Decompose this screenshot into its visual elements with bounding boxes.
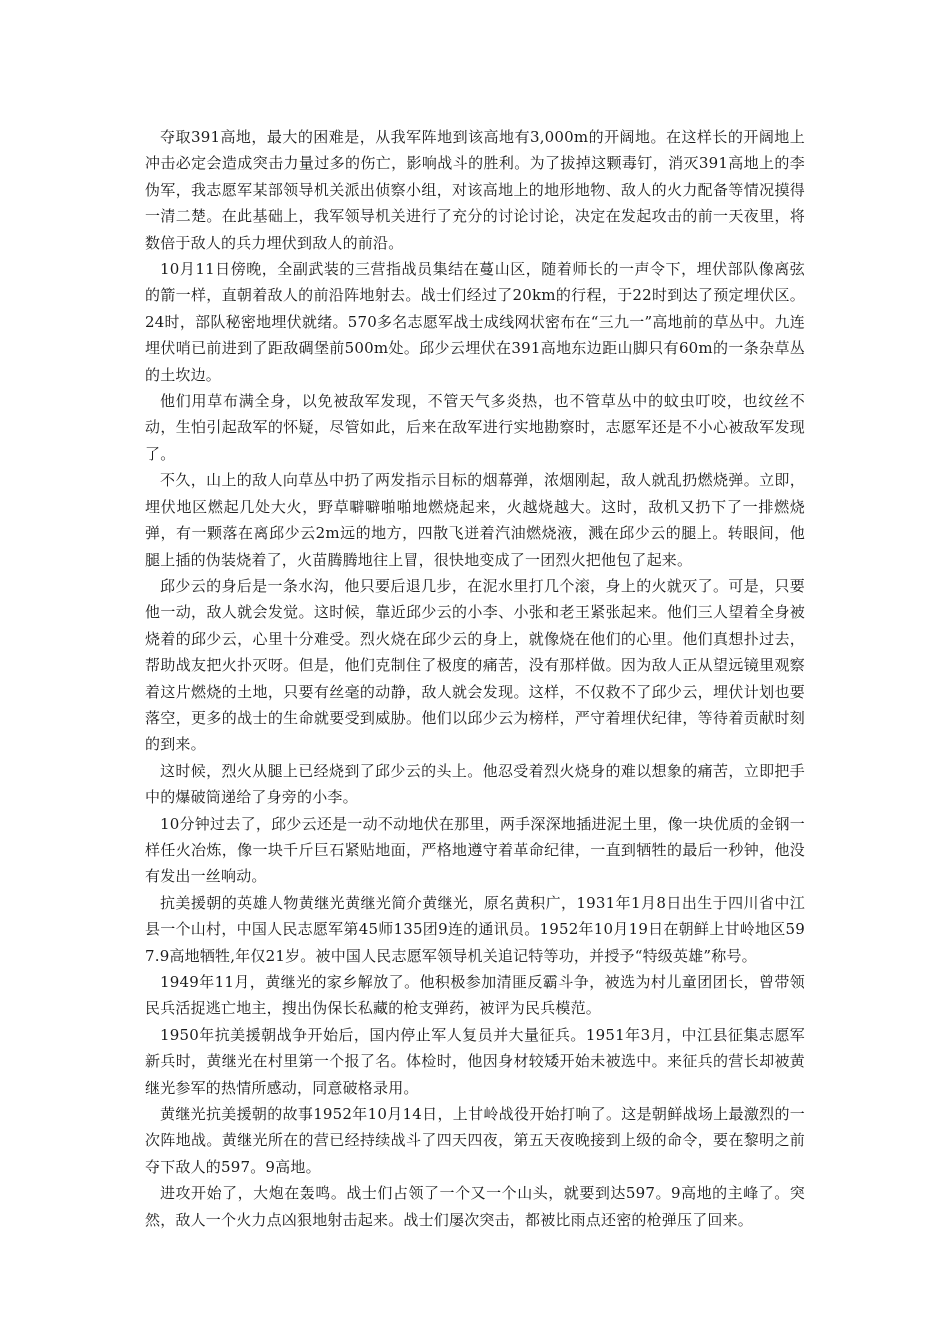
paragraph-2: 10月11日傍晚，全副武装的三营指战员集结在蔓山区，随着师长的一声令下，埋伏部队像离弦的箭一样，直朝着敌人的前沿阵地射去。战士们经过了20km的行程，于22时到达了预定埋伏区。24时，部队秘密地埋伏就绪。570多名志愿军战士成线网状密布在“三九一”高地前的草丛中。九连埋伏哨已前进到了距敌碉堡前500m处。邱少云埋伏在391高地东边距山脚只有60m的一条杂草丛的土坎边。 — [145, 260, 805, 384]
paragraph-9: 1949年11月，黄继光的家乡解放了。他积极参加清匪反霸斗争，被选为村儿童团团长，曾带领民兵活捉逃亡地主，搜出伪保长私藏的枪支弹药，被评为民兵模范。 — [145, 973, 805, 1018]
paragraph-1: 夺取391高地，最大的困难是，从我军阵地到该高地有3,000m的开阔地。在这样长的开阔地上冲击必定会造成突击力量过多的伤亡，影响战斗的胜利。为了拔掉这颗毒钉，消灭391高地上的李伪军，我志愿军某部领导机关派出侦察小组，对该高地上的地形地物、敌人的火力配备等情况摸得一清二楚。在此基础上，我军领导机关进行了充分的讨论讨论，决定在发起攻击的前一天夜里，将数倍于敌人的兵力埋伏到敌人的前沿。 — [145, 128, 805, 252]
paragraph-3: 他们用草布满全身，以免被敌军发现，不管天气多炎热，也不管草丛中的蚊虫叮咬，也纹丝不动，生怕引起敌军的怀疑，尽管如此，后来在敌军进行实地勘察时，志愿军还是不小心被敌军发现了。 — [145, 392, 805, 463]
paragraph-8: 抗美援朝的英雄人物黄继光黄继光简介黄继光，原名黄积广，1931年1月8日出生于四川省中江县一个山村，中国人民志愿军第45师135团9连的通讯员。1952年10月19日在朝鲜上甘岭地区597.9高地牺牲,年仅21岁。被中国人民志愿军领导机关追记特等功，并授予“特级英雄”称号。 — [145, 893, 805, 965]
paragraph-12: 进攻开始了，大炮在轰鸣。战士们占领了一个又一个山头，就要到达597。9高地的主峰了。突然，敌人一个火力点凶狠地射击起来。战士们屡次突击，都被比雨点还密的枪弹压了回来。 — [145, 1184, 805, 1229]
paragraph-11: 黄继光抗美援朝的故事1952年10月14日，上甘岭战役开始打响了。这是朝鲜战场上最激烈的一次阵地战。黄继光所在的营已经持续战斗了四天四夜，第五天夜晚接到上级的命令，要在黎明之前夺下敌人的597。9高地。 — [145, 1105, 805, 1176]
paragraph-4: 不久，山上的敌人向草丛中扔了两发指示目标的烟幕弹，浓烟刚起，敌人就乱扔燃烧弹。立即，埋伏地区燃起几处大火，野草噼噼啪啪地燃烧起来，火越烧越大。这时，敌机又扔下了一排燃烧弹，有一颗落在离邱少云2m远的地方，四散飞迸着汽油燃烧液，溅在邱少云的腿上。转眼间，他腿上插的伪装烧着了，火苗腾腾地往上冒，很快地变成了一团烈火把他包了起来。 — [145, 471, 805, 569]
paragraph-6: 这时候，烈火从腿上已经烧到了邱少云的头上。他忍受着烈火烧身的难以想象的痛苦，立即把手中的爆破筒递给了身旁的小李。 — [145, 761, 805, 807]
document-body — [145, 124, 805, 1233]
paragraph-7: 10分钟过去了，邱少云还是一动不动地伏在那里，两手深深地插进泥土里，像一块优质的金钢一样任火冶炼，像一块千斤巨石紧贴地面，严格地遵守着革命纪律，一直到牺牲的最后一秒钟，他没有发出一丝响动。 — [145, 814, 805, 886]
paragraph-5: 邱少云的身后是一条水沟，他只要后退几步，在泥水里打几个滚，身上的火就灭了。可是，只要他一动，敌人就会发觉。这时候，靠近邱少云的小李、小张和老王紧张起来。他们三人望着全身被烧着的邱少云，心里十分难受。烈火烧在邱少云的身上，就像烧在他们的心里。他们真想扑过去，帮助战友把火扑灭呀。但是，他们克制住了极度的痛苦，没有那样做。因为敌人正从望远镜里观察着这片燃烧的土地，只要有丝毫的动静，敌人就会发现。这样，不仅救不了邱少云，埋伏计划也要落空，更多的战士的生命就要受到威胁。他们以邱少云为榜样，严守着埋伏纪律，等待着贡献时刻的到来。 — [145, 576, 805, 754]
paragraph-10: 1950年抗美援朝战争开始后，国内停止军人复员并大量征兵。1951年3月，中江县征集志愿军新兵时，黄继光在村里第一个报了名。体检时，他因身材较矮开始未被选中。来征兵的营长却被黄继光参军的热情所感动，同意破格录用。 — [145, 1025, 805, 1097]
